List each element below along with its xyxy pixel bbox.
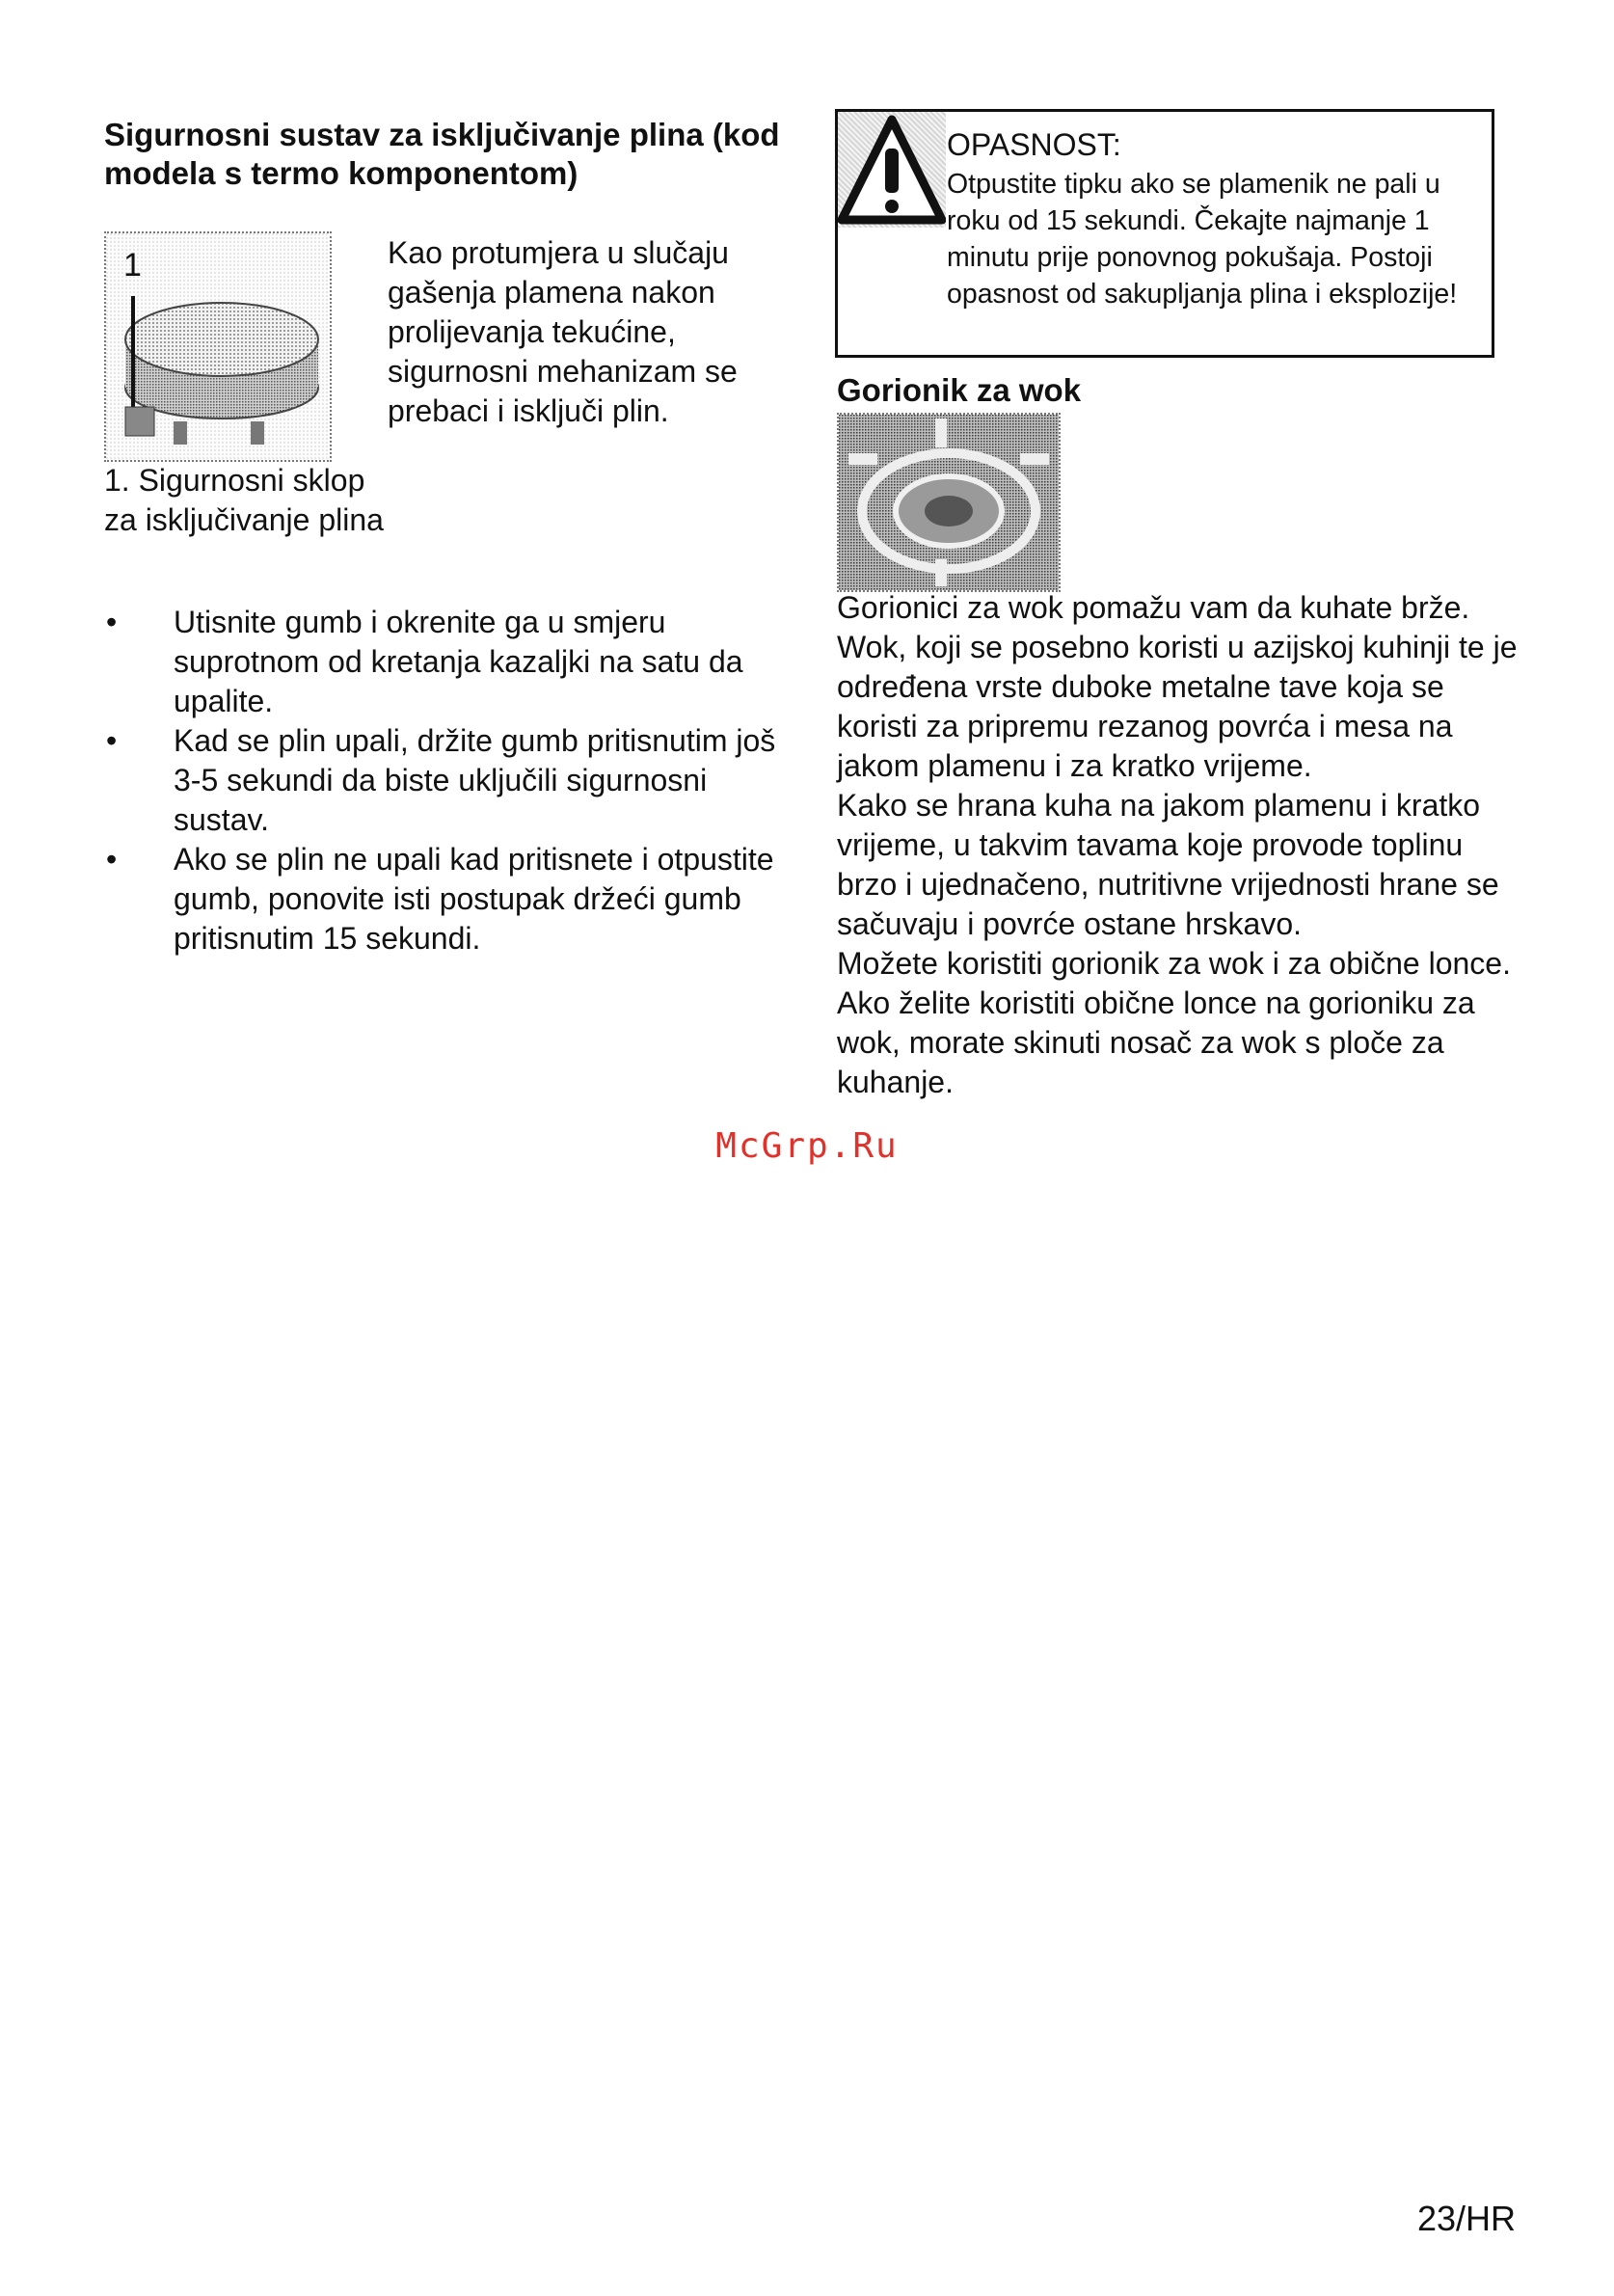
burner-illustration [104, 231, 332, 462]
instruction-list [104, 603, 798, 959]
list-item [104, 721, 798, 840]
list-item-text: Utisnite gumb i okrenite ga u smjeru suprotnom od kretanja kazaljki na satu da upalite. [174, 605, 743, 718]
section-heading-wok: Gorionik za wok [837, 372, 1082, 408]
paragraph: Kako se hrana kuha na jakom plamenu i kratko vrijeme, u takvim tavama koje provode toplinu brzo i ujednačeno, nutritivne vrijednosti hrane se sačuvaju i povrće ostane hrskavo. [837, 788, 1499, 941]
warning-text: Otpustite tipku ako se plamenik ne pali u roku od 15 sekundi. Čekajte najmanje 1 minutu prije ponovnog pokušaja. Postoji opasnost od sakupljanja plina i eksplozije! [947, 169, 1458, 310]
list-item-text: Ako se plin ne upali kad pritisnete i otpustite gumb, ponovite isti postupak držeći gumb pritisnutim 15 sekundi. [174, 842, 774, 956]
figure-caption-line1: 1. Sigurnosni sklop [104, 463, 365, 498]
list-item [104, 603, 798, 721]
figure-number-label: 1 [123, 247, 142, 284]
figure-caption-line2: za isključivanje plina [104, 502, 384, 537]
bullet-icon: • [106, 842, 118, 877]
paragraph: Gorionici za wok pomažu vam da kuhate brže. Wok, koji se posebno koristi u azijskoj kuhinji te je određena vrste duboke metalne tave koja se koristi za pripremu rezanog povrća i mesa na jakom plamenu i za kratko vrijeme. [837, 590, 1518, 783]
bullet-icon: • [106, 723, 118, 758]
list-item [104, 840, 798, 959]
wok-description [837, 588, 1531, 1102]
bullet-icon: • [106, 605, 118, 639]
paragraph: Ako želite koristiti obične lonce na gorioniku za wok, morate skinuti nosač za wok s ploče za kuhanje. [837, 986, 1475, 1099]
warning-triangle-graphic [838, 112, 946, 228]
wok-burner-photo [837, 413, 1061, 592]
list-item-text: Kad se plin upali, držite gumb pritisnutim još 3-5 sekundi da biste uključili sigurnosni sustav. [174, 723, 776, 837]
page-number: 23/HR [1417, 2199, 1517, 2238]
paragraph: Možete koristiti gorionik za wok i za obične lonce. [837, 946, 1511, 981]
section-heading-safety: Sigurnosni sustav za isključivanje plina (kod modela s termo komponentom) [104, 117, 780, 191]
figure-description: Kao protumjera u slučaju gašenja plamena nakon prolijevanja tekućine, sigurnosni mehanizam se prebaci i isključi plin. [388, 235, 738, 428]
watermark: McGrp.Ru [715, 1126, 899, 1166]
figure-caption [104, 461, 393, 540]
wok-burner-drawing [839, 415, 1059, 590]
warning-title: OPASNOST: [947, 127, 1121, 162]
warning-triangle-icon [838, 112, 946, 228]
